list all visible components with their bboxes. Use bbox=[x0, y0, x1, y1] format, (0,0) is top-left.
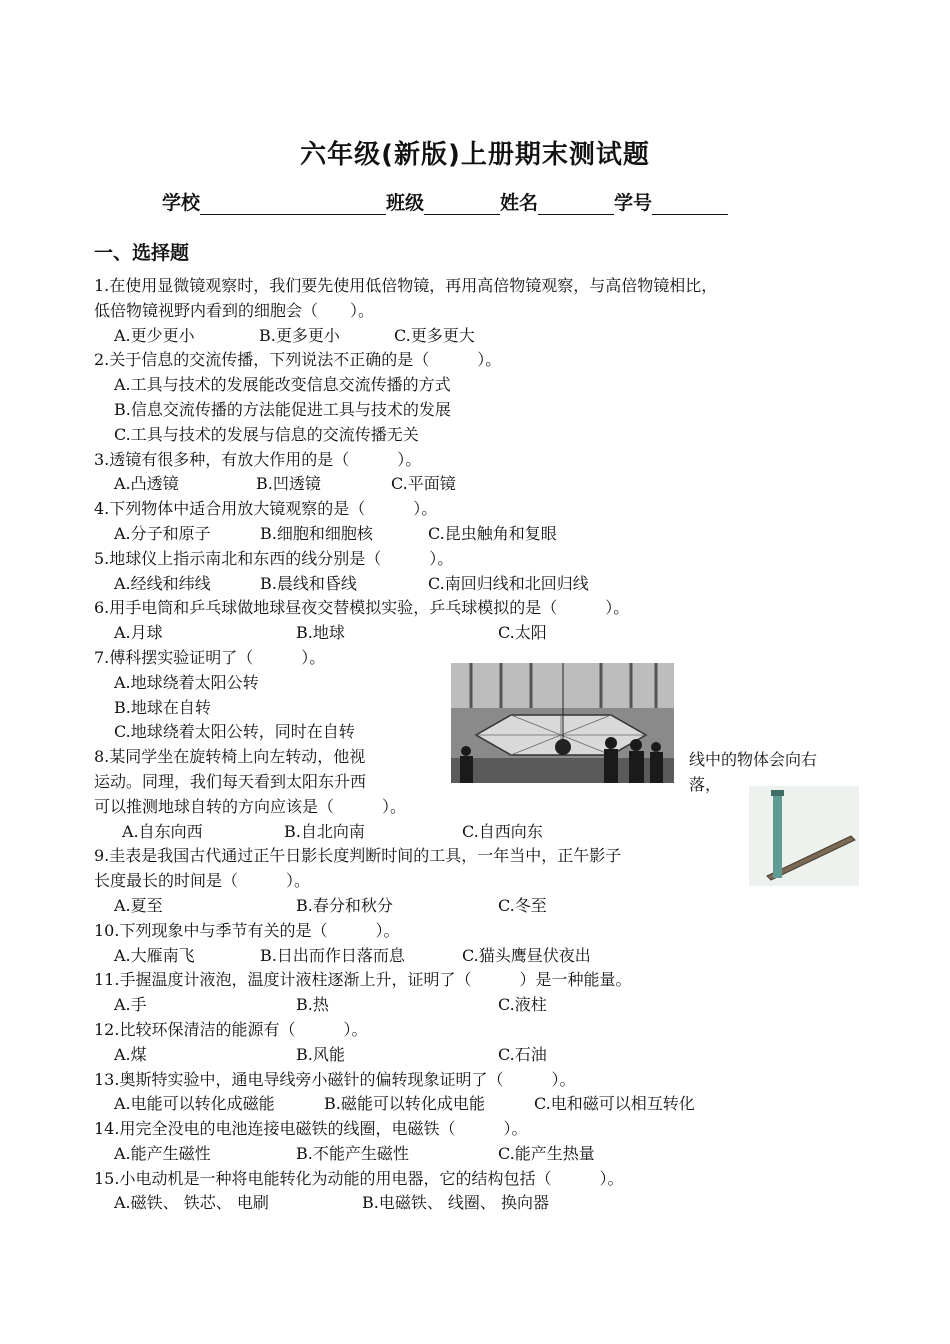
options-row bbox=[94, 472, 854, 497]
answer-option[interactable]: A.经线和纬线 bbox=[114, 573, 211, 593]
answer-option[interactable]: A.夏至 bbox=[114, 895, 163, 915]
options-row bbox=[94, 944, 854, 969]
class-label: 班级 bbox=[386, 192, 425, 214]
options-row bbox=[94, 894, 854, 919]
answer-option[interactable]: B.不能产生磁性 bbox=[296, 1143, 409, 1163]
options-row bbox=[94, 1191, 854, 1216]
answer-option[interactable]: B.细胞和细胞核 bbox=[260, 523, 373, 543]
answer-option[interactable]: B.凹透镜 bbox=[256, 474, 321, 494]
option-line: C.工具与技术的发展与信息的交流传播无关 bbox=[114, 424, 419, 444]
question-text-line: 13.奥斯特实验中，通电导线旁小磁针的偏转现象证明了（ ）。 bbox=[94, 1069, 576, 1089]
answer-option[interactable]: B.热 bbox=[296, 995, 329, 1015]
option-line: A.地球绕着太阳公转 bbox=[114, 672, 259, 692]
question-text-line: 5.地球仪上指示南北和东西的线分别是（ ）。 bbox=[94, 548, 454, 568]
options-row bbox=[94, 572, 854, 597]
question-text-line: 7.傅科摆实验证明了（ ）。 bbox=[94, 647, 326, 667]
question-text-line: 11.手握温度计液泡，温度计液柱逐渐上升，证明了（ ）是一种能量。 bbox=[94, 970, 632, 990]
question-text-line: 3.透镜有很多种，有放大作用的是（ ）。 bbox=[94, 449, 422, 469]
answer-option[interactable]: A.自东向西 bbox=[122, 821, 203, 841]
answer-option[interactable]: A.更少更小 bbox=[114, 325, 195, 345]
answer-option[interactable]: A.煤 bbox=[114, 1044, 147, 1064]
answer-option[interactable]: A.电能可以转化成磁能 bbox=[114, 1094, 275, 1114]
option-line: C.地球绕着太阳公转，同时在自转 bbox=[114, 722, 355, 742]
answer-option[interactable]: C.冬至 bbox=[498, 895, 547, 915]
name-blank[interactable] bbox=[538, 194, 614, 215]
class-blank[interactable] bbox=[424, 194, 500, 215]
option-line: B.信息交流传播的方法能促进工具与技术的发展 bbox=[114, 399, 451, 419]
question-text-line: 低倍物镜视野内看到的细胞会（ ）。 bbox=[94, 300, 375, 320]
foucault-pendulum-illustration bbox=[451, 663, 674, 783]
page-title: 六年级(新版)上册期末测试题 bbox=[300, 140, 650, 170]
question-text-line: 15.小电动机是一种将电能转化为动能的用电器，它的结构包括（ ）。 bbox=[94, 1168, 624, 1188]
name-label: 姓名 bbox=[500, 192, 539, 214]
question-text-line: 2.关于信息的交流传播，下列说法不正确的是（ ）。 bbox=[94, 350, 502, 370]
options-row bbox=[94, 1142, 854, 1167]
question-text-line: 9.圭表是我国古代通过正午日影长度判断时间的工具，一年当中，正午影子 bbox=[94, 846, 622, 866]
answer-option[interactable]: A.磁铁、 铁芯、 电刷 bbox=[114, 1193, 269, 1213]
answer-option[interactable]: B.电磁铁、 线圈、 换向器 bbox=[362, 1193, 550, 1213]
school-label: 学校 bbox=[162, 192, 201, 214]
answer-option[interactable]: A.凸透镜 bbox=[114, 474, 179, 494]
answer-option[interactable]: A.能产生磁性 bbox=[114, 1143, 211, 1163]
answer-option[interactable]: C.更多更大 bbox=[394, 325, 475, 345]
section-heading: 一、选择题 bbox=[94, 242, 190, 264]
options-row bbox=[94, 820, 854, 845]
q8-continuation-2: 落， bbox=[689, 775, 722, 794]
option-line: A.工具与技术的发展能改变信息交流传播的方式 bbox=[114, 375, 451, 395]
question-text-line: 1.在使用显微镜观察时，我们要先使用低倍物镜，再用高倍物镜观察，与高倍物镜相比， bbox=[94, 276, 718, 295]
question-text-line: 长度最长的时间是（ ）。 bbox=[94, 871, 311, 891]
answer-option[interactable]: C.平面镜 bbox=[391, 474, 456, 494]
answer-option[interactable]: B.风能 bbox=[296, 1044, 345, 1064]
answer-option[interactable]: A.月球 bbox=[114, 623, 163, 643]
question-text-line: 运动。同理，我们每天看到太阳东升西 bbox=[94, 771, 367, 791]
options-row bbox=[94, 621, 854, 646]
answer-option[interactable]: C.南回归线和北回归线 bbox=[428, 573, 589, 593]
answer-option[interactable]: C.电和磁可以相互转化 bbox=[534, 1094, 695, 1114]
answer-option[interactable]: C.昆虫触角和复眼 bbox=[428, 523, 557, 543]
options-row bbox=[94, 1092, 854, 1117]
answer-option[interactable]: B.晨线和昏线 bbox=[260, 573, 357, 593]
answer-option[interactable]: A.分子和原子 bbox=[114, 523, 211, 543]
options-row bbox=[94, 522, 854, 547]
question-text-line: 可以推测地球自转的方向应该是（ ）。 bbox=[94, 796, 407, 816]
options-row bbox=[94, 324, 854, 349]
answer-option[interactable]: A.大雁南飞 bbox=[114, 945, 195, 965]
answer-option[interactable]: A.手 bbox=[114, 995, 147, 1015]
answer-option[interactable]: B.自北向南 bbox=[284, 821, 365, 841]
student-info-line bbox=[162, 188, 728, 215]
question-text-line: 12.比较环保清洁的能源有（ ）。 bbox=[94, 1019, 368, 1039]
number-label: 学号 bbox=[614, 192, 653, 214]
answer-option[interactable]: C.液柱 bbox=[498, 995, 547, 1015]
question-text-line: 14.用完全没电的电池连接电磁铁的线圈，电磁铁（ ）。 bbox=[94, 1119, 528, 1139]
question-text-line: 10.下列现象中与季节有关的是（ ）。 bbox=[94, 920, 400, 940]
answer-option[interactable]: C.自西向东 bbox=[462, 821, 543, 841]
answer-option[interactable]: B.春分和秋分 bbox=[296, 895, 393, 915]
school-blank[interactable] bbox=[200, 194, 386, 215]
q8-continuation-1: 线中的物体会向右 bbox=[689, 750, 818, 769]
answer-option[interactable]: C.能产生热量 bbox=[498, 1143, 595, 1163]
answer-option[interactable]: B.日出而作日落而息 bbox=[260, 945, 405, 965]
option-line: B.地球在自转 bbox=[114, 697, 211, 717]
question-text-line: 4.下列物体中适合用放大镜观察的是（ ）。 bbox=[94, 499, 438, 519]
number-blank[interactable] bbox=[652, 194, 728, 215]
answer-option[interactable]: C.猫头鹰昼伏夜出 bbox=[462, 945, 591, 965]
guibiao-sundial-illustration bbox=[749, 786, 859, 886]
answer-option[interactable]: C.太阳 bbox=[498, 623, 547, 643]
answer-option[interactable]: B.磁能可以转化成电能 bbox=[324, 1094, 485, 1114]
answer-option[interactable]: B.更多更小 bbox=[259, 325, 340, 345]
options-row bbox=[94, 1043, 854, 1068]
options-row bbox=[94, 993, 854, 1018]
question-text-line: 8.某同学坐在旋转椅上向左转动，他视 bbox=[94, 747, 366, 767]
question-text-line: 6.用手电筒和乒乓球做地球昼夜交替模拟实验，乒乓球模拟的是（ ）。 bbox=[94, 598, 630, 618]
answer-option[interactable]: B.地球 bbox=[296, 623, 345, 643]
answer-option[interactable]: C.石油 bbox=[498, 1044, 547, 1064]
